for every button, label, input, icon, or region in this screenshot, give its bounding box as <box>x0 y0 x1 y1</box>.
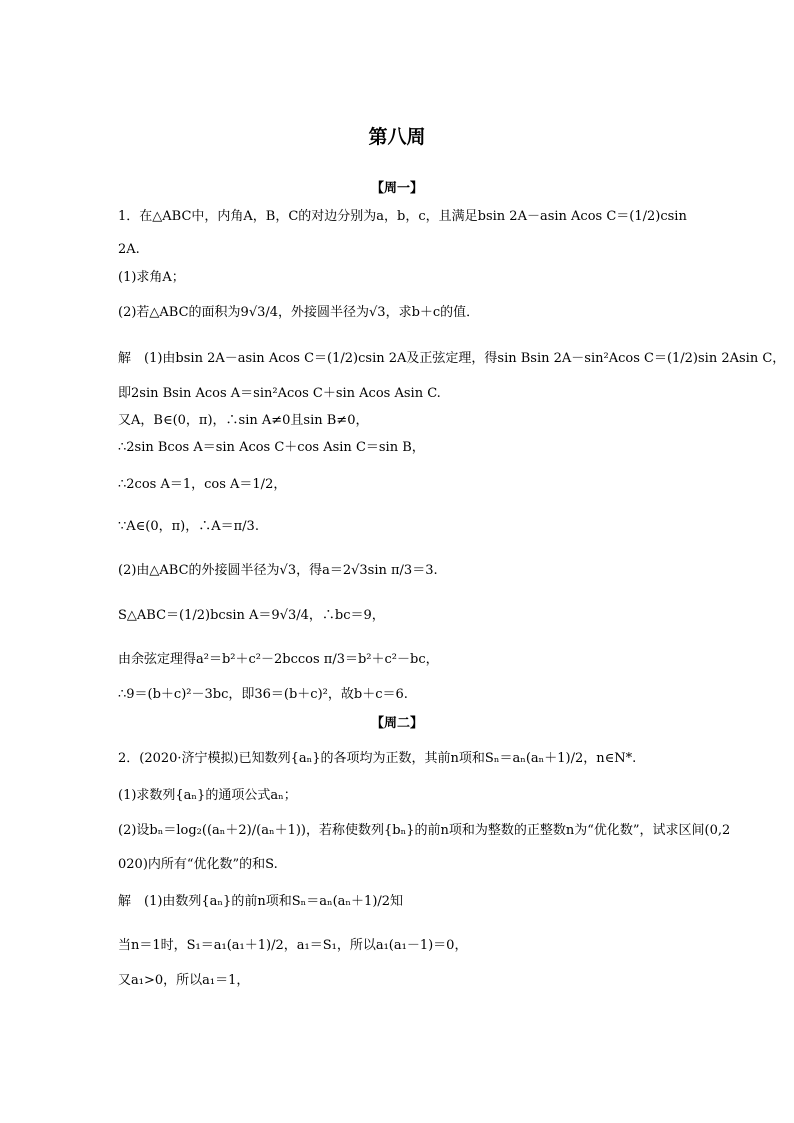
section-heading-monday: 【周一】 <box>370 181 423 196</box>
solution-1-line-5: ∴2cos A＝1，cos A＝1/2， <box>118 477 287 492</box>
solution-1-line-10: ∴9＝(b＋c)²－3bc，即36＝(b＋c)²，故b＋c＝6. <box>118 687 408 702</box>
problem-1-statement: 1．在△ABC中，内角A，B，C的对边分别为a，b，c，且满足bsin 2A－asin Acos C＝(1/2)csin <box>118 209 687 224</box>
solution-1-line-3: 又A，B∈(0，π)，∴sin A≠0且sin B≠0， <box>118 413 369 428</box>
solution-1-line-8: S△ABC＝(1/2)bcsin A＝9√3/4，∴bc＝9， <box>118 608 385 623</box>
solution-2-line-2: 当n＝1时，S₁＝a₁(a₁＋1)/2，a₁＝S₁，所以a₁(a₁－1)＝0， <box>118 938 468 953</box>
problem-2-part-2-cont: 020)内所有“优化数”的和S. <box>118 857 278 872</box>
solution-2-line-1: 解 (1)由数列{aₙ}的前n项和Sₙ＝aₙ(aₙ＋1)/2知 <box>118 894 404 909</box>
problem-1-part-2: (2)若△ABC的面积为9√3/4，外接圆半径为√3，求b＋c的值． <box>118 305 480 320</box>
solution-1-line-2: 即2sin Bsin Acos A＝sin²Acos C＋sin Acos Asin C. <box>118 386 441 401</box>
problem-1-statement-cont: 2A. <box>118 242 140 257</box>
solution-1-line-4: ∴2sin Bcos A＝sin Acos C＋cos Asin C＝sin B， <box>118 440 425 455</box>
problem-2-part-2: (2)设bₙ＝log₂((aₙ＋2)/(aₙ＋1))，若称使数列{bₙ}的前n项和为整数的正整数n为“优化数”，试求区间(0,2 <box>118 823 731 838</box>
solution-1-line-1: 解 (1)由bsin 2A－asin Acos C＝(1/2)csin 2A及正弦定理，得sin Bsin 2A－sin²Acos C＝(1/2)sin 2Asin C， <box>118 351 786 366</box>
solution-1-line-6: ∵A∈(0，π)，∴A＝π/3. <box>118 519 259 534</box>
solution-1-line-9: 由余弦定理得a²＝b²＋c²－2bccos π/3＝b²＋c²－bc， <box>118 652 439 667</box>
problem-2-statement: 2．(2020·济宁模拟)已知数列{aₙ}的各项均为正数，其前n项和Sₙ＝aₙ(aₙ＋1)/2，n∈N*. <box>118 751 637 766</box>
solution-2-line-3: 又a₁>0，所以a₁＝1， <box>118 973 250 988</box>
solution-1-line-7: (2)由△ABC的外接圆半径为√3，得a＝2√3sin π/3＝3. <box>118 563 438 578</box>
problem-2-part-1: (1)求数列{aₙ}的通项公式aₙ； <box>118 788 297 803</box>
problem-1-part-1: (1)求角A； <box>118 270 185 285</box>
section-heading-tuesday: 【周二】 <box>370 716 423 731</box>
page-title: 第八周 <box>368 126 426 148</box>
